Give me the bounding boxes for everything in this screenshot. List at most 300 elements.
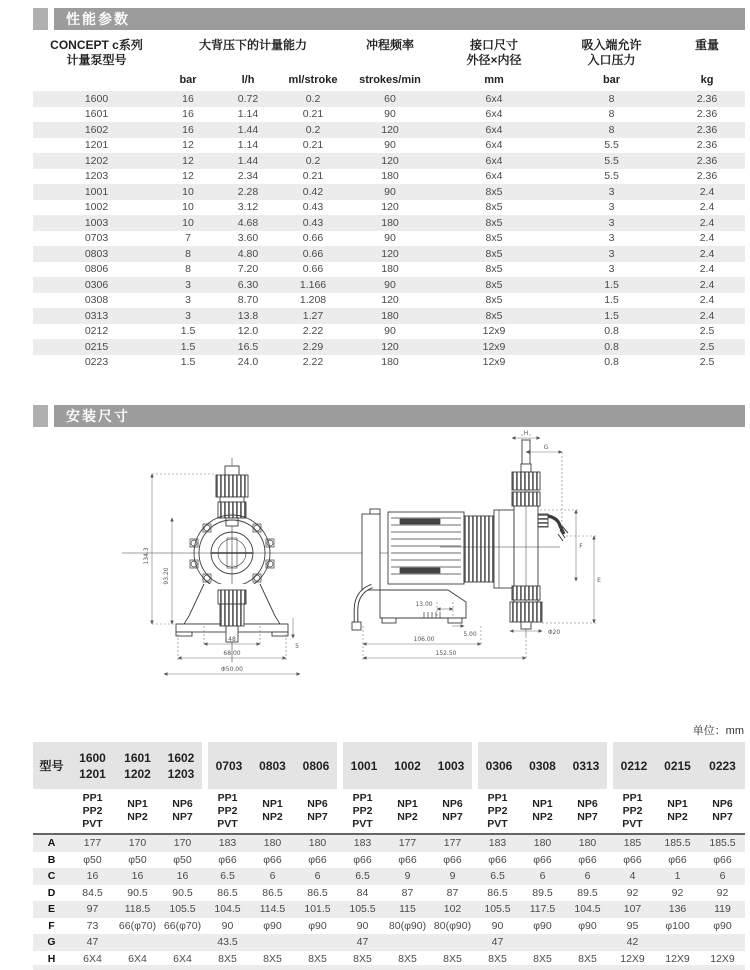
table-row [33, 742, 745, 789]
table-cell: 0.2 [305, 123, 321, 136]
table-cell: 5.5 [604, 170, 619, 183]
table-cell: NP1 NP2 [262, 798, 283, 823]
table-cell: φ66 [713, 853, 732, 866]
table-cell: φ90 [308, 919, 327, 932]
dimension-table-body [33, 834, 745, 967]
model-header-line1: CONCEPT c系列 [50, 38, 143, 52]
table-cell: 12 [182, 139, 194, 152]
side-dim-d20: Φ20 [547, 629, 561, 636]
connection-header-line1: 接口尺寸 [470, 38, 519, 52]
table-cell: φ66 [533, 853, 552, 866]
table-cell [565, 934, 610, 951]
table-cell: 0.2 [305, 92, 321, 105]
table-cell: 101.5 [304, 903, 331, 916]
table-cell: 177 [443, 837, 462, 850]
table-cell: 6X4 [128, 952, 147, 965]
table-cell: 16 [182, 108, 194, 121]
table-cell: 104.5 [574, 903, 601, 916]
table-cell [385, 934, 430, 951]
table-cell [700, 934, 745, 951]
table-cell: 2.4 [699, 185, 715, 198]
table-cell: 120 [381, 294, 399, 307]
table-cell: 92 [716, 886, 729, 899]
table-cell: 0308 [520, 742, 565, 789]
table-row [33, 852, 745, 869]
table-cell: 0.2 [305, 154, 321, 167]
unit-lh: l/h [241, 74, 255, 86]
suction-header-line1: 吸入端允许 [581, 38, 642, 52]
table-cell: PP1 PP2 PVT [217, 791, 238, 830]
weight-header: 重量 [695, 38, 720, 52]
table-cell: 8X5 [488, 952, 507, 965]
table-cell: 9 [404, 870, 411, 883]
unit-strokesmin: strokes/min [359, 74, 421, 86]
table-row [33, 91, 745, 107]
front-dim-width3: Φ50.00 [221, 666, 243, 673]
table-cell: 90 [221, 919, 234, 932]
table-row [33, 934, 745, 951]
table-cell: 8 [185, 263, 191, 276]
table-row [33, 200, 745, 216]
table-cell: 183 [218, 837, 237, 850]
side-dim-e: E [597, 577, 601, 584]
table-cell: 2.4 [699, 247, 715, 260]
table-cell: φ66 [578, 853, 597, 866]
table-cell: 60 [384, 92, 396, 105]
table-cell: φ66 [488, 853, 507, 866]
table-cell: 86.5 [307, 886, 328, 899]
table-cell: 90 [384, 278, 396, 291]
table-cell: φ90 [713, 919, 732, 932]
table-cell: 2.36 [696, 139, 718, 152]
pump-side-view [352, 434, 596, 660]
table-cell: 3 [608, 216, 615, 229]
table-row [33, 138, 745, 154]
table-cell: C [47, 870, 56, 883]
table-cell: 118.5 [124, 903, 151, 916]
table-cell: 0306 [475, 742, 520, 789]
table-cell: 1003 [430, 742, 475, 789]
table-cell [520, 934, 565, 951]
table-cell: 105.5 [349, 903, 376, 916]
table-cell: 90 [356, 919, 369, 932]
unit-mm: mm [484, 74, 504, 86]
table-cell: 1602 [84, 123, 109, 136]
side-dim-h: H [523, 430, 529, 437]
table-cell: 180 [381, 263, 399, 276]
table-cell: φ100 [665, 919, 690, 932]
table-cell: PP1 PP2 PVT [487, 791, 508, 830]
table-cell: 16 [131, 870, 144, 883]
dimension-table-material-header [33, 789, 745, 834]
table-cell: 12 [182, 170, 194, 183]
table-cell: 8x5 [485, 263, 503, 276]
unit-kg: kg [700, 74, 714, 86]
table-cell: φ90 [578, 919, 597, 932]
table-cell: 2.22 [302, 356, 324, 369]
dimension-table [33, 742, 745, 967]
table-cell: 4.80 [237, 247, 259, 260]
table-cell [115, 934, 160, 951]
table-cell: 10 [182, 216, 194, 229]
table-row [33, 308, 745, 324]
table-cell: 4 [629, 870, 636, 883]
table-cell: 5.5 [604, 154, 619, 167]
table-cell: 120 [381, 340, 399, 353]
table-cell: 0306 [84, 278, 109, 291]
table-cell: 95 [626, 919, 639, 932]
table-cell: G [47, 936, 56, 949]
table-cell: NP1 NP2 [127, 798, 148, 823]
table-cell: 6.5 [490, 870, 505, 883]
table-cell [160, 934, 205, 951]
table-cell: 2.22 [302, 325, 324, 338]
table-cell: 1.5 [180, 325, 196, 338]
performance-table [33, 36, 745, 370]
table-cell: 12.0 [237, 325, 259, 338]
table-cell: 7 [185, 232, 191, 245]
table-cell: 0806 [295, 742, 340, 789]
table-cell: 1.14 [237, 139, 259, 152]
table-cell: 6 [314, 870, 321, 883]
table-row [33, 107, 745, 123]
table-cell: 0.66 [302, 247, 324, 260]
table-cell: 8 [608, 108, 615, 121]
table-cell: 1.208 [299, 294, 327, 307]
table-cell: 105.5 [169, 903, 196, 916]
stroke-frequency-header: 冲程频率 [366, 38, 415, 52]
table-cell: 0.42 [302, 185, 324, 198]
table-cell: 2.5 [699, 356, 715, 369]
performance-section-banner [33, 8, 745, 30]
table-cell: 183 [488, 837, 507, 850]
installation-section-banner [33, 405, 745, 427]
table-cell: 1.5 [604, 278, 619, 291]
table-cell: NP6 NP7 [577, 798, 598, 823]
table-cell: φ66 [398, 853, 417, 866]
banner-square [33, 8, 48, 30]
table-cell: NP1 NP2 [397, 798, 418, 823]
table-cell: 117.5 [529, 903, 556, 916]
table-cell: 0.21 [302, 170, 324, 183]
table-cell: 2.4 [699, 309, 715, 322]
table-cell: 0.72 [237, 92, 259, 105]
table-cell: 170 [128, 837, 147, 850]
table-cell: NP6 NP7 [442, 798, 463, 823]
table-cell: 90 [384, 108, 396, 121]
table-row [33, 231, 745, 247]
table-cell: 90 [384, 185, 396, 198]
table-cell: 90 [384, 325, 396, 338]
table-cell: 8X5 [353, 952, 372, 965]
front-dim-height2: 93.20 [163, 567, 170, 585]
table-cell: 89.5 [577, 886, 598, 899]
table-cell: NP6 NP7 [172, 798, 193, 823]
table-cell: 119 [714, 903, 731, 916]
unit-note: 单位：mm [692, 725, 744, 737]
table-row [33, 293, 745, 309]
table-cell: 8X5 [263, 952, 282, 965]
table-cell: 183 [353, 837, 372, 850]
table-cell [655, 934, 700, 951]
table-bottom-strip [33, 965, 745, 970]
table-cell: 90.5 [127, 886, 148, 899]
table-cell: 0703 [84, 232, 109, 245]
table-cell: 8x5 [485, 294, 503, 307]
table-cell: 92 [671, 886, 684, 899]
table-cell: 6 [269, 870, 276, 883]
table-cell: 1.14 [237, 108, 259, 121]
table-cell: 6x4 [485, 139, 503, 152]
table-row [33, 834, 745, 852]
table-cell: 102 [443, 903, 462, 916]
unit-mlstroke: ml/stroke [288, 74, 338, 86]
table-cell: 180 [381, 309, 399, 322]
table-cell: 6 [584, 870, 591, 883]
table-cell: A [47, 837, 56, 850]
table-cell: 12x9 [482, 356, 506, 369]
banner-square [33, 405, 48, 427]
table-row [33, 901, 745, 918]
table-cell: 170 [173, 837, 192, 850]
table-cell: 8x5 [485, 185, 503, 198]
table-cell: 0.66 [302, 263, 324, 276]
table-cell: 1.166 [299, 278, 327, 291]
table-cell: φ66 [668, 853, 687, 866]
table-cell: 3 [185, 278, 191, 291]
table-cell: 8x5 [485, 309, 503, 322]
table-cell: 2.29 [302, 340, 324, 353]
connection-header-line2: 外径×内径 [466, 53, 522, 67]
table-cell: 3.60 [237, 232, 259, 245]
table-cell: 1001 [340, 742, 385, 789]
table-cell: 6x4 [485, 108, 503, 121]
table-cell: 1001 [84, 185, 109, 198]
table-cell: 0313 [565, 742, 610, 789]
table-cell: 1602 1203 [160, 742, 205, 789]
table-cell: 6.30 [237, 278, 259, 291]
table-cell: φ50 [173, 853, 192, 866]
table-cell: 2.4 [699, 294, 715, 307]
table-cell: 0803 [84, 247, 109, 260]
table-cell: 2.34 [237, 170, 259, 183]
table-cell: 16 [182, 92, 194, 105]
table-cell: 0308 [84, 294, 109, 307]
table-cell: 2.28 [237, 185, 259, 198]
table-cell: 84.5 [82, 886, 103, 899]
table-cell: 2.36 [696, 154, 718, 167]
table-cell: 2.36 [696, 92, 718, 105]
table-cell: φ90 [263, 919, 282, 932]
table-row [33, 184, 745, 200]
table-cell: 0703 [205, 742, 250, 789]
table-cell: 97 [86, 903, 99, 916]
table-cell: 2.5 [699, 340, 715, 353]
performance-table-body [33, 91, 745, 370]
side-dim-152: 152.50 [435, 650, 457, 657]
table-cell: E [47, 903, 55, 916]
table-cell: 80(φ90) [433, 919, 472, 932]
table-cell: PP1 PP2 PVT [352, 791, 373, 830]
table-cell: φ66 [443, 853, 462, 866]
table-cell: 8x5 [485, 216, 503, 229]
performance-table-header [33, 36, 745, 91]
table-cell: 0212 [84, 325, 109, 338]
table-cell: PP1 PP2 PVT [82, 791, 103, 830]
table-cell: 16 [86, 870, 99, 883]
table-cell: 86.5 [217, 886, 238, 899]
table-cell: 87 [401, 886, 414, 899]
table-cell: 180 [381, 216, 399, 229]
table-cell: 1.5 [180, 340, 196, 353]
table-cell: 180 [578, 837, 597, 850]
table-cell: NP1 NP2 [667, 798, 688, 823]
table-cell: 6 [539, 870, 546, 883]
table-cell: PP1 PP2 PVT [622, 791, 643, 830]
side-dim-g: G [543, 444, 549, 451]
table-row [33, 918, 745, 935]
table-cell: 3 [608, 247, 615, 260]
table-cell: 2.4 [699, 201, 715, 214]
table-cell: 0.43 [302, 201, 324, 214]
table-cell: 8.70 [237, 294, 259, 307]
table-cell: 6x4 [485, 154, 503, 167]
table-cell: 4.68 [237, 216, 259, 229]
table-cell: 型号 [33, 742, 70, 789]
table-cell: 185 [623, 837, 642, 850]
connection-size-header [434, 36, 554, 74]
table-cell: 1.27 [302, 309, 324, 322]
table-cell: 2.36 [696, 123, 718, 136]
table-cell: 0215 [655, 742, 700, 789]
installation-drawings [0, 426, 750, 726]
table-cell: 6 [719, 870, 726, 883]
table-cell: 1003 [84, 216, 109, 229]
table-cell [295, 934, 340, 951]
table-cell: 0803 [250, 742, 295, 789]
table-cell: 0223 [700, 742, 745, 789]
table-cell: 0215 [84, 340, 109, 353]
table-cell: 84 [356, 886, 369, 899]
table-cell: φ66 [218, 853, 237, 866]
table-cell: 47 [356, 936, 369, 949]
table-cell: 1002 [385, 742, 430, 789]
table-row [33, 122, 745, 138]
table-cell: 8 [608, 92, 615, 105]
table-cell: 1600 1201 [70, 742, 115, 789]
unit-bar-suction: bar [602, 74, 621, 86]
table-cell: 12X9 [620, 952, 645, 965]
table-cell: 1601 [84, 108, 109, 121]
table-cell: 0.43 [302, 216, 324, 229]
table-cell: 3 [608, 201, 615, 214]
table-cell: 136 [668, 903, 687, 916]
table-cell: φ66 [353, 853, 372, 866]
table-cell: 8x5 [485, 232, 503, 245]
table-cell: 180 [263, 837, 282, 850]
table-cell: 90 [384, 232, 396, 245]
table-cell: NP1 NP2 [532, 798, 553, 823]
table-cell: 0223 [84, 356, 109, 369]
table-row [33, 868, 745, 885]
table-row [33, 324, 745, 340]
table-cell: 8X5 [218, 952, 237, 965]
table-cell: H [47, 952, 56, 965]
table-cell: 3 [185, 294, 191, 307]
table-cell: 3 [608, 185, 615, 198]
table-cell: 114.5 [259, 903, 286, 916]
table-cell: 115 [399, 903, 416, 916]
table-cell: 105.5 [484, 903, 511, 916]
table-cell: NP6 NP7 [712, 798, 733, 823]
side-dim-5: 5.00 [463, 631, 477, 638]
table-cell: 73 [86, 919, 99, 932]
table-cell: 120 [381, 123, 399, 136]
table-cell: 0313 [84, 309, 109, 322]
table-cell: 66(φ70) [163, 919, 202, 932]
table-cell: 47 [86, 936, 99, 949]
table-cell: 6X4 [173, 952, 192, 965]
table-row [33, 885, 745, 902]
suction-pressure-header [554, 36, 669, 74]
table-cell: φ66 [263, 853, 282, 866]
table-cell: 8x5 [485, 201, 503, 214]
table-cell: 9 [449, 870, 456, 883]
table-cell: 8 [608, 123, 615, 136]
table-cell: 8X5 [398, 952, 417, 965]
table-cell: 8x5 [485, 247, 503, 260]
table-cell: φ90 [533, 919, 552, 932]
table-row [33, 277, 745, 293]
table-cell: 0.21 [302, 108, 324, 121]
table-cell: 2.36 [696, 170, 718, 183]
table-cell: 3 [185, 309, 191, 322]
table-cell: B [47, 853, 56, 866]
table-cell: 90.5 [172, 886, 193, 899]
table-cell: 13.8 [237, 309, 259, 322]
table-cell: 80(φ90) [388, 919, 427, 932]
table-cell: 12x9 [482, 325, 506, 338]
table-cell: 8x5 [485, 278, 503, 291]
table-cell: 6.5 [355, 870, 370, 883]
table-row [33, 789, 745, 834]
table-cell: φ50 [83, 853, 102, 866]
table-cell: 90 [384, 139, 396, 152]
table-cell: 3 [608, 263, 615, 276]
table-cell: 180 [381, 170, 399, 183]
front-dim-foot: 5 [295, 643, 299, 650]
table-cell: 6x4 [485, 123, 503, 136]
table-cell: 86.5 [487, 886, 508, 899]
table-cell: 7.20 [237, 263, 259, 276]
side-dim-13: 13.00 [415, 601, 433, 608]
table-cell: 1 [674, 870, 681, 883]
front-dim-width2: 68.00 [223, 650, 241, 657]
table-cell: 0806 [84, 263, 109, 276]
table-cell: 5.5 [604, 139, 619, 152]
table-row [33, 355, 745, 371]
model-column-header [33, 36, 160, 91]
table-row [33, 153, 745, 169]
table-row [33, 215, 745, 231]
table-cell: 0.8 [604, 325, 619, 338]
table-cell: 86.5 [262, 886, 283, 899]
table-cell: 1.5 [604, 309, 619, 322]
table-cell: 10 [182, 185, 194, 198]
table-row [33, 169, 745, 185]
table-cell: 1600 [84, 92, 109, 105]
installation-section-title: 安装尺寸 [54, 405, 745, 427]
